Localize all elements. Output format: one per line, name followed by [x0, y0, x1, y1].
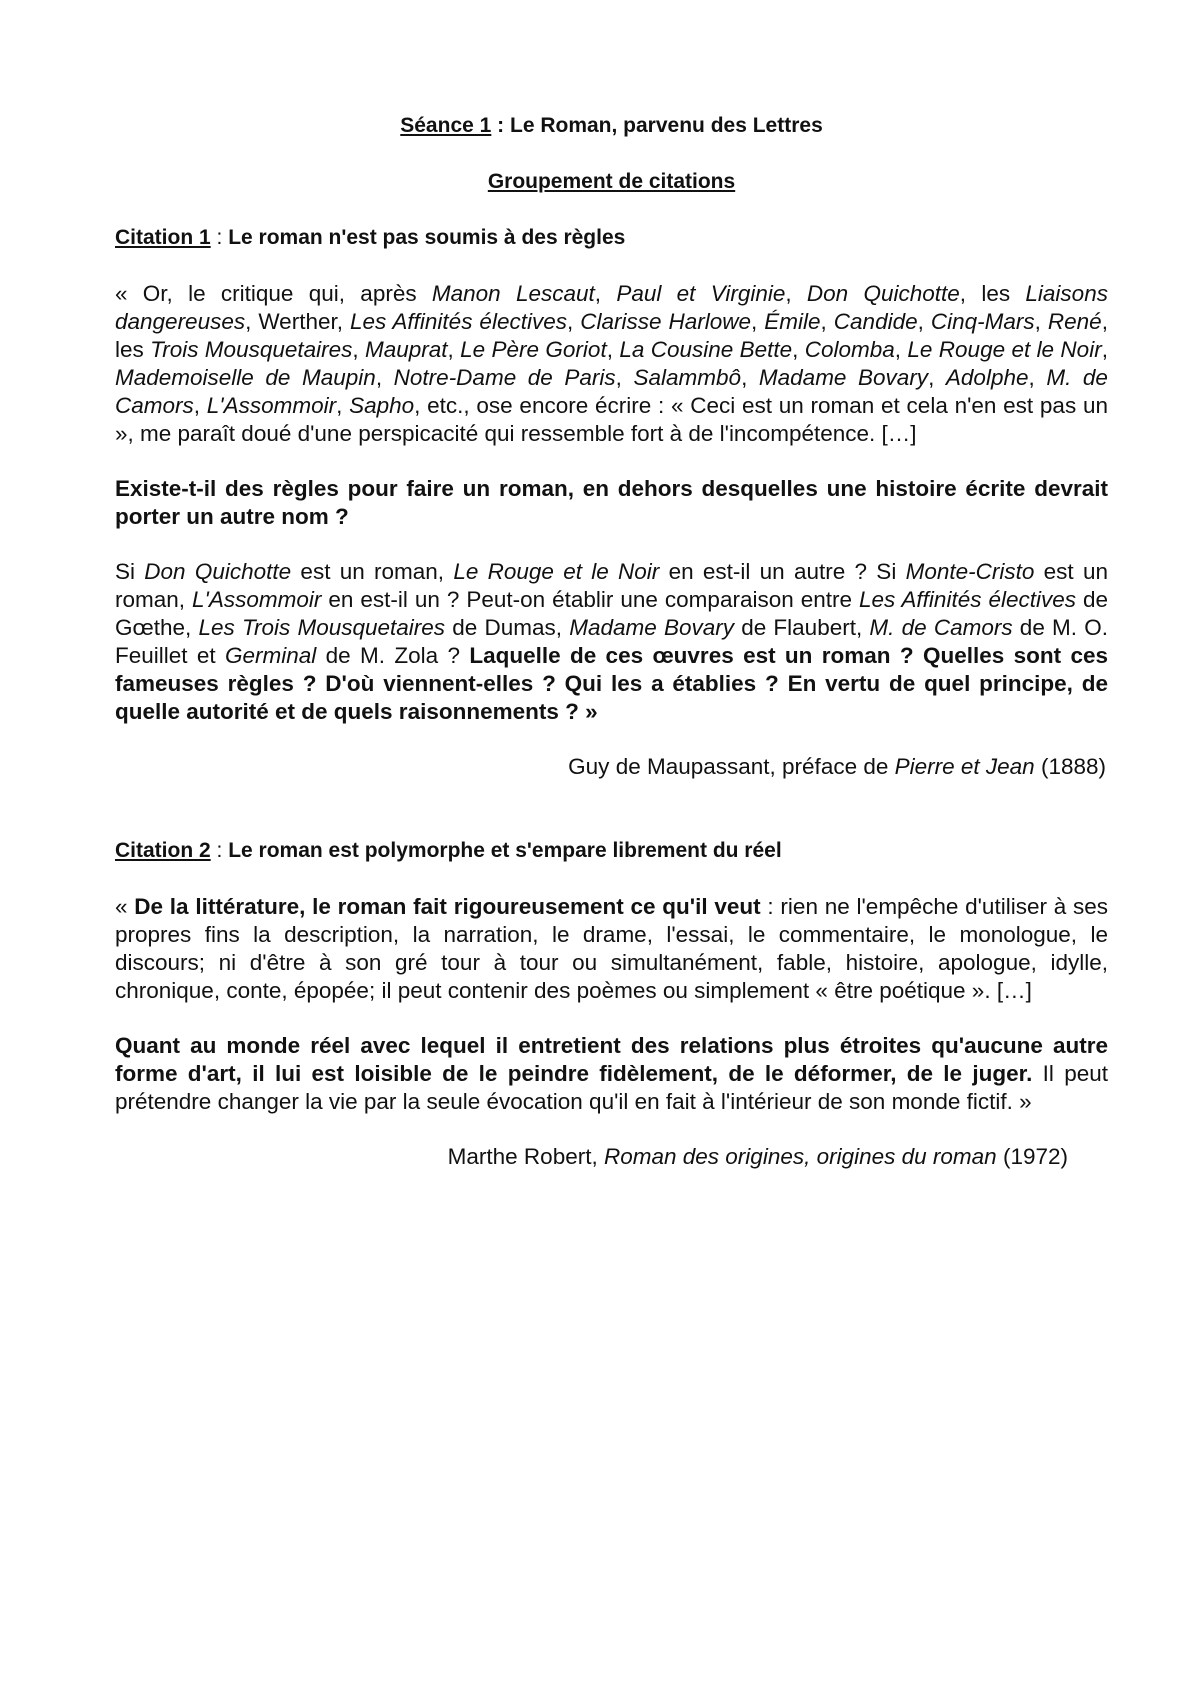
italic-title-text: Don Quichotte	[806, 281, 960, 306]
text-run: de M. O. Feuillet et	[115, 615, 1108, 668]
italic-title-text: Liaisons dangereuses	[115, 281, 1108, 334]
citation-2-paragraph-2	[115, 1032, 1108, 1116]
italic-title-text: Madame Bovary	[569, 615, 734, 640]
italic-title-text: Clarisse Harlowe	[580, 309, 752, 334]
text-run: est un roman,	[115, 559, 1108, 612]
citation-2	[115, 837, 1108, 1171]
text-run: ,	[1034, 309, 1048, 334]
text-run: ,	[820, 309, 834, 334]
bold-text: Quant au monde réel avec lequel il entretient des relations plus étroites qu'aucune autre forme d'art, il lui est loisible de le peindre fidèlement, de le déformer, de le juger.	[115, 1033, 1108, 1086]
text-run: ,	[352, 337, 365, 362]
italic-title-text: Manon Lescaut	[431, 281, 595, 306]
italic-title-text: L'Assommoir	[206, 393, 337, 418]
text-run: ,	[917, 309, 931, 334]
document-subtitle	[115, 168, 1108, 196]
text-run: ,	[336, 393, 350, 418]
text-run: ,	[594, 281, 617, 306]
italic-title-text: M. de Camors	[115, 365, 1108, 418]
text-run: ,	[606, 337, 620, 362]
text-run: en est-il un autre ? Si	[659, 559, 906, 584]
text-run: ,	[193, 393, 207, 418]
bold-text: Laquelle de ces œuvres est un roman ? Quelles sont ces fameuses règles ? D'où viennent-elles ? Qui les a établies ? En vertu de quel principe, de quelle autorité et de quels raisonnements ? »	[115, 643, 1108, 724]
text-run: Marthe Robert,	[447, 1144, 604, 1169]
italic-title-text: Roman des origines, origines du roman	[603, 1144, 997, 1169]
text-run: ,	[928, 365, 946, 390]
text-run: ,	[785, 281, 807, 306]
bold-text: Existe-t-il des règles pour faire un roman, en dehors desquelles une histoire écrite devrait porter un autre nom ?	[115, 476, 1108, 529]
text-run: de Gœthe,	[115, 587, 1109, 640]
italic-title-text: Candide	[833, 309, 918, 334]
text-run: ,	[1028, 365, 1047, 390]
citation-1	[115, 224, 1108, 781]
text-run: Guy de Maupassant, préface de	[568, 754, 895, 779]
italic-title-text: Adolphe	[945, 365, 1029, 390]
citation-2-separator: :	[210, 839, 229, 862]
text-run: , etc., ose encore écrire : « Ceci est un roman et cela n'en est pas un », me paraît doué d'une perspicacité qui ressemble fort à de l'incompétence. […]	[115, 393, 1108, 446]
text-run: ,	[375, 365, 394, 390]
citation-1-paragraph-1	[115, 280, 1108, 448]
citation-1-title: Le roman n'est pas soumis à des règles	[228, 226, 626, 249]
text-run: « Or, le critique qui, après	[115, 281, 432, 306]
italic-title-text: Le Rouge et le Noir	[453, 559, 660, 584]
text-run: «	[115, 894, 135, 919]
italic-title-text: Le Père Goriot	[460, 337, 607, 362]
italic-title-text: Mademoiselle de Maupin	[115, 365, 376, 390]
italic-title-text: M. de Camors	[869, 615, 1013, 640]
citation-1-label: Citation 1	[115, 226, 211, 249]
text-run: de Dumas,	[445, 615, 570, 640]
citation-1-paragraph-2	[115, 475, 1108, 531]
italic-title-text: Madame Bovary	[758, 365, 929, 390]
session-title	[115, 112, 1108, 140]
italic-title-text: Le Rouge et le Noir	[907, 337, 1102, 362]
italic-title-text: Notre-Dame de Paris	[393, 365, 616, 390]
text-run: de M. Zola ?	[316, 643, 470, 668]
italic-title-text: Cinq-Mars	[930, 309, 1035, 334]
text-run: Il peut prétendre changer la vie par la seule évocation qu'il en fait à l'intérieur de son monde fictif. »	[115, 1061, 1108, 1114]
italic-title-text: René	[1047, 309, 1102, 334]
citation-2-paragraph-1	[115, 893, 1108, 1005]
text-run: , Werther,	[245, 309, 350, 334]
italic-title-text: Les Affinités électives	[859, 587, 1076, 612]
italic-title-text: Pierre et Jean	[894, 754, 1035, 779]
text-run: en est-il un ? Peut-on établir une comparaison entre	[321, 587, 859, 612]
text-run: , les	[115, 309, 1108, 362]
citation-2-title: Le roman est polymorphe et s'empare librement du réel	[228, 839, 782, 862]
citation-2-source	[115, 1143, 1108, 1171]
italic-title-text: Mauprat	[365, 337, 448, 362]
italic-title-text: Germinal	[225, 643, 317, 668]
italic-title-text: Sapho	[349, 393, 415, 418]
subtitle-text: Groupement de citations	[487, 170, 736, 193]
citation-1-separator: :	[210, 226, 229, 249]
citation-2-label: Citation 2	[115, 839, 211, 862]
italic-title-text: Les Trois Mousquetaires	[198, 615, 446, 640]
text-run: : rien ne l'empêche d'utiliser à ses propres fins la description, la narration, le drame, l'essai, le commentaire, le monologue, le discours; ni d'être à son gré tour à tour ou simultanément, fable, histoire, apologue, idylle, chronique, conte, épopée; il peut contenir des poèmes ou simplement « être poétique ». […]	[115, 894, 1109, 1003]
text-run: Si	[115, 559, 145, 584]
citation-1-paragraph-3	[115, 558, 1108, 726]
text-run: (1888)	[1034, 754, 1106, 779]
italic-title-text: Trois Mousquetaires	[150, 337, 353, 362]
citation-2-heading	[115, 837, 1108, 865]
italic-title-text: Don Quichotte	[144, 559, 292, 584]
text-run: ,	[751, 309, 765, 334]
text-run: ,	[1101, 337, 1108, 362]
text-run: ,	[615, 365, 634, 390]
italic-title-text: L'Assommoir	[192, 587, 322, 612]
text-run: ,	[894, 337, 908, 362]
text-run: ,	[792, 337, 805, 362]
italic-title-text: Colomba	[804, 337, 895, 362]
text-run: ,	[566, 309, 581, 334]
italic-title-text: Les Affinités électives	[349, 309, 567, 334]
bold-text: De la littérature, le roman fait rigoureusement ce qu'il veut	[134, 894, 761, 919]
italic-title-text: Monte-Cristo	[905, 559, 1035, 584]
citation-1-heading	[115, 224, 1108, 252]
italic-title-text: Paul et Virginie	[616, 281, 786, 306]
text-run: est un roman,	[291, 559, 454, 584]
text-run: de Flaubert,	[734, 615, 870, 640]
italic-title-text: La Cousine Bette	[619, 337, 793, 362]
text-run: , les	[959, 281, 1026, 306]
text-run: ,	[741, 365, 759, 390]
text-run: (1972)	[996, 1144, 1068, 1169]
session-label: Séance 1	[400, 114, 492, 137]
citation-1-source	[115, 753, 1108, 781]
session-heading: : Le Roman, parvenu des Lettres	[491, 114, 823, 137]
italic-title-text: Salammbô	[633, 365, 742, 390]
text-run: ,	[447, 337, 461, 362]
italic-title-text: Émile	[764, 309, 821, 334]
